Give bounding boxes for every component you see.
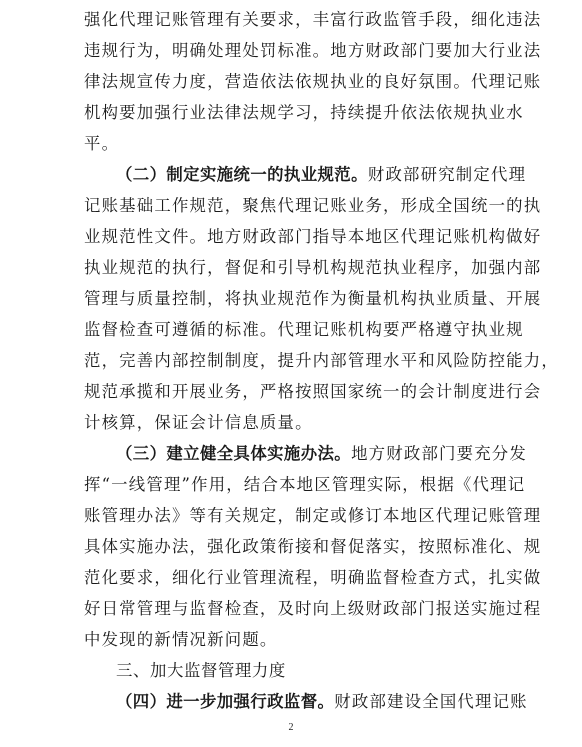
body-text-line: 计核算，保证会计信息质量。 bbox=[84, 413, 313, 432]
body-text-line: 中发现的新情况新问题。 bbox=[84, 630, 278, 649]
paragraph-first-line bbox=[116, 165, 527, 185]
body-text: 财政部建设全国代理记账 bbox=[334, 692, 528, 711]
body-text-line: 规范承揽和开展业务，严格按照国家统一的会计制度进行会 bbox=[84, 382, 542, 401]
section-subheading: （二）制定实施统一的执业规范。 bbox=[116, 165, 368, 184]
page-number: 2 bbox=[288, 722, 294, 733]
body-text-line: 业规范性文件。地方财政部门指导本地区代理记账机构做好 bbox=[84, 227, 542, 246]
section-subheading: （三）建立健全具体实施办法。 bbox=[116, 444, 352, 463]
body-text-line: 具体实施办法，强化政策衔接和督促落实，按照标准化、规 bbox=[84, 537, 542, 556]
body-text-line: 执业规范的执行，督促和引导机构规范执业程序，加强内部 bbox=[84, 258, 542, 277]
body-text-line: 平。 bbox=[84, 134, 120, 153]
paragraph-first-line bbox=[116, 444, 527, 464]
body-text-line: 范化要求，细化行业管理流程，明确监督检查方式，扎实做 bbox=[84, 568, 542, 587]
body-text-line: 记账基础工作规范，聚焦代理记账业务，形成全国统一的执 bbox=[84, 196, 542, 215]
body-text-line: 范，完善内部控制制度，提升内部管理水平和风险防控能力， bbox=[84, 351, 559, 370]
section-heading: 三、加大监督管理力度 bbox=[116, 661, 286, 680]
body-text-line: 违规行为，明确处理处罚标准。地方财政部门要加大行业法 bbox=[84, 41, 542, 60]
paragraph-first-line bbox=[116, 692, 528, 712]
body-text-line: 账管理办法》等有关规定，制定或修订本地区代理记账管理 bbox=[84, 506, 542, 525]
body-text-line: 管理与质量控制，将执业规范作为衡量机构执业质量、开展 bbox=[84, 289, 542, 308]
body-text-line: 机构要加强行业法律法规学习，持续提升依法依规执业水 bbox=[84, 103, 524, 122]
body-text-line: 挥“一线管理”作用，结合本地区管理实际，根据《代理记 bbox=[84, 475, 526, 494]
body-text-line: 监督检查可遵循的标准。代理记账机构要严格遵守执业规 bbox=[84, 320, 524, 339]
body-text: 财政部研究制定代理 bbox=[367, 165, 527, 184]
body-text-line: 好日常管理与监督检查，及时向上级财政部门报送实施过程 bbox=[84, 599, 542, 618]
body-text-line: 强化代理记账管理有关要求，丰富行政监管手段，细化违法 bbox=[84, 10, 542, 29]
body-text: 地方财政部门要充分发 bbox=[351, 444, 527, 463]
section-subheading: （四）进一步加强行政监督。 bbox=[116, 692, 335, 711]
body-text-line: 律法规宣传力度，营造依法依规执业的良好氛围。代理记账 bbox=[84, 72, 542, 91]
